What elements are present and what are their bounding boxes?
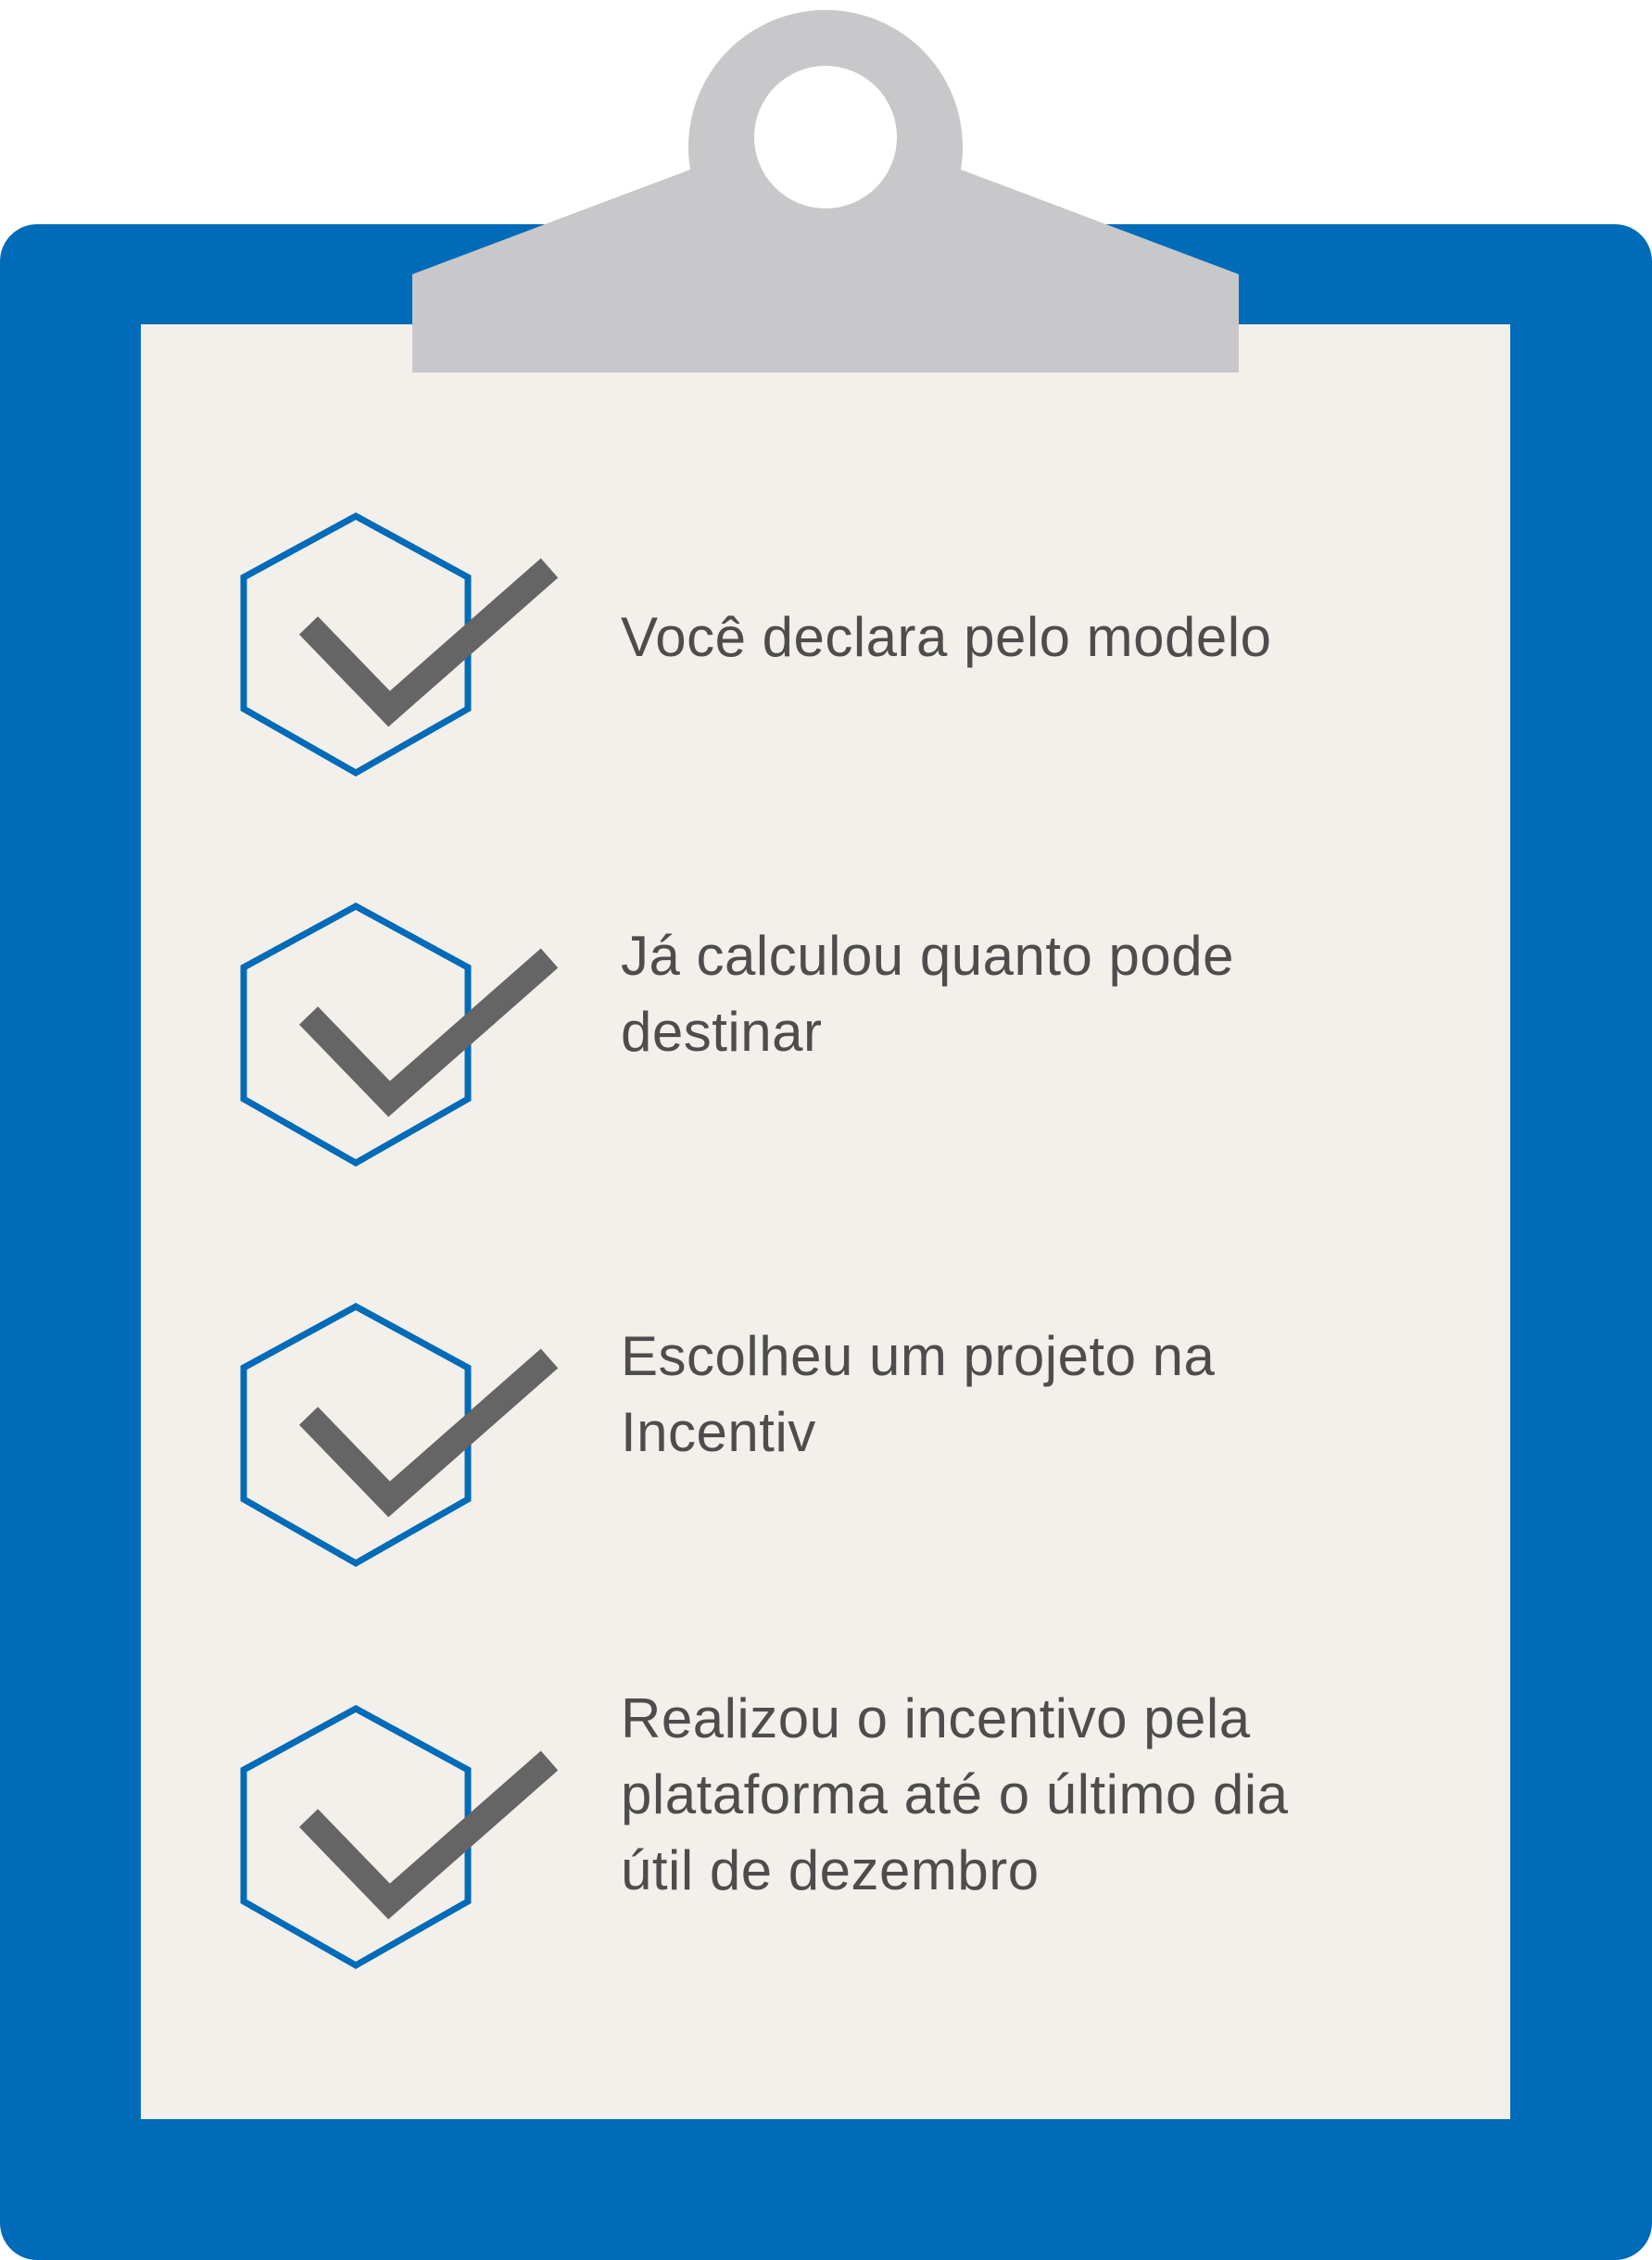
checklist-item-text-line: Incentiv	[621, 1401, 816, 1463]
clipboard-clip-icon	[0, 0, 1652, 380]
hexagon-check-icon	[232, 890, 565, 1168]
checklist-item-text-line: destinar	[621, 1001, 823, 1063]
checklist-item-text-line: Realizou o incentivo pela	[621, 1687, 1251, 1749]
checklist-item-text-line: plataforma até o último dia	[621, 1763, 1289, 1825]
hexagon-check-icon	[232, 1291, 565, 1569]
checklist-item-text	[621, 1681, 1418, 1909]
checklist-item-text-line: Já calculou quanto pode	[621, 925, 1235, 987]
checklist-item-text	[621, 918, 1418, 1070]
checklist-item-text	[621, 1319, 1418, 1471]
checklist-item-text	[621, 600, 1418, 675]
hexagon-check-icon	[232, 500, 565, 778]
hexagon-check-icon	[232, 1693, 565, 1971]
checklist-item-text-line: útil de dezembro	[621, 1839, 1040, 1901]
checklist-item-text-line: Você declara pelo modelo	[621, 606, 1272, 668]
checklist-item-text-line: Escolheu um projeto na	[621, 1325, 1216, 1387]
